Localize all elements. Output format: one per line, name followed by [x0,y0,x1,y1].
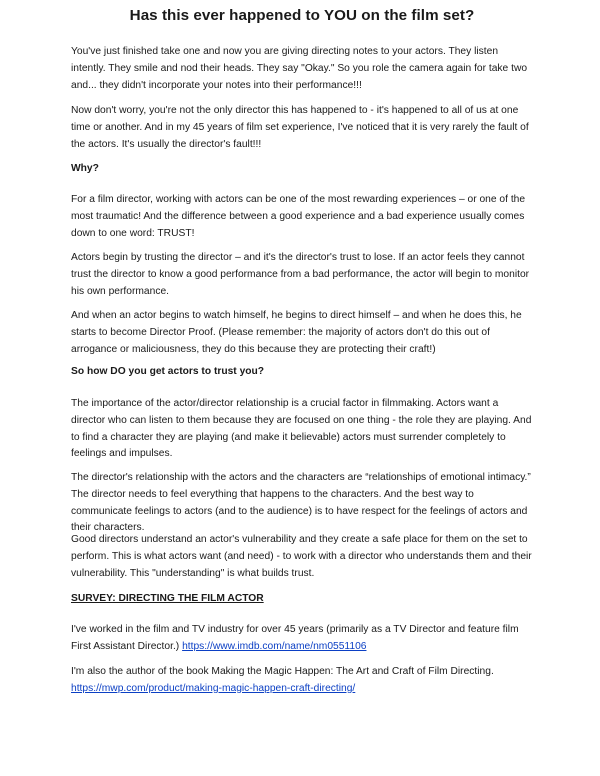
paragraph-relationship: The importance of the actor/director relationship is a crucial factor in filmmaking. Actors want a director who can listen to them because they are focused on one thing - the role they are playing. And to find a character they are playing (and make it believable) actors must surrender completely to feelings and impulses. [71,398,532,460]
paragraph-vulnerability: Good directors understand an actor's vulnerability and they create a safe place for them on the set to perform. This is what actors want (and need) - to work with a director who understands them and their vulnerability. This "understanding" is what builds trust. [71,534,532,579]
heading-survey: SURVEY: DIRECTING THE FILM ACTOR [71,593,264,604]
page-title: Has this ever happened to YOU on the film set? [129,7,475,24]
paragraph-actors-begin: Actors begin by trusting the director – and it's the director's trust to lose. If an actor feels they cannot trust the director to know a good performance from a bad performance, the actor will begin to monitor his own performance. [71,252,530,297]
paragraph-director-proof: And when an actor begins to watch himself, he begins to direct himself – and when he does this, he starts to become Director Proof. (Please remember: the majority of actors don't do this out of arrogance or maliciousness, they do this because they are protecting their craft!) [71,310,522,355]
paragraph-intro: You've just finished take one and now you are giving directing notes to your actors. They listen intently. They smile and nod their heads. They say "Okay." So you role the camera again for take two and... they didn't incorporate your notes into their performance!!! [71,46,528,91]
paragraph-trust: For a film director, working with actors can be one of the most rewarding experiences – or one of the most traumatic! And the difference between a good experience and a bad experience usually comes down to one word: TRUST! [71,194,526,239]
paragraph-dont-worry: Now don't worry, you're not the only director this has happened to - it's happened to all of us at one time or another. And in my 45 years of film set experience, I've noticed that it is very rarely the fault of the actors. It's usually the director's fault!!! [71,105,529,150]
imdb-link[interactable]: https://www.imdb.com/name/nm0551106 [182,640,367,652]
heading-why: Why? [71,163,99,174]
paragraph-book [71,664,533,698]
book-link[interactable]: https://mwp.com/product/making-magic-happen-craft-directing/ [71,682,356,694]
book-text: I'm also the author of the book Making the Magic Happen: The Art and Craft of Film Directing. [71,666,494,677]
paragraph-emotional-intimacy: The director's relationship with the actors and the characters are “relationships of emotional intimacy.” The director needs to feel everything that happens to the characters. And the best way to communicate feelings to actors (and to the audience) is to have respect for the feelings of actors and their characters. [71,472,531,534]
experience-text: I've worked in the film and TV industry for over 45 years (primarily as a TV Director and feature film First Assistant Director.) [71,624,519,652]
heading-how-trust: So how DO you get actors to trust you? [71,366,265,377]
paragraph-experience [71,622,533,656]
